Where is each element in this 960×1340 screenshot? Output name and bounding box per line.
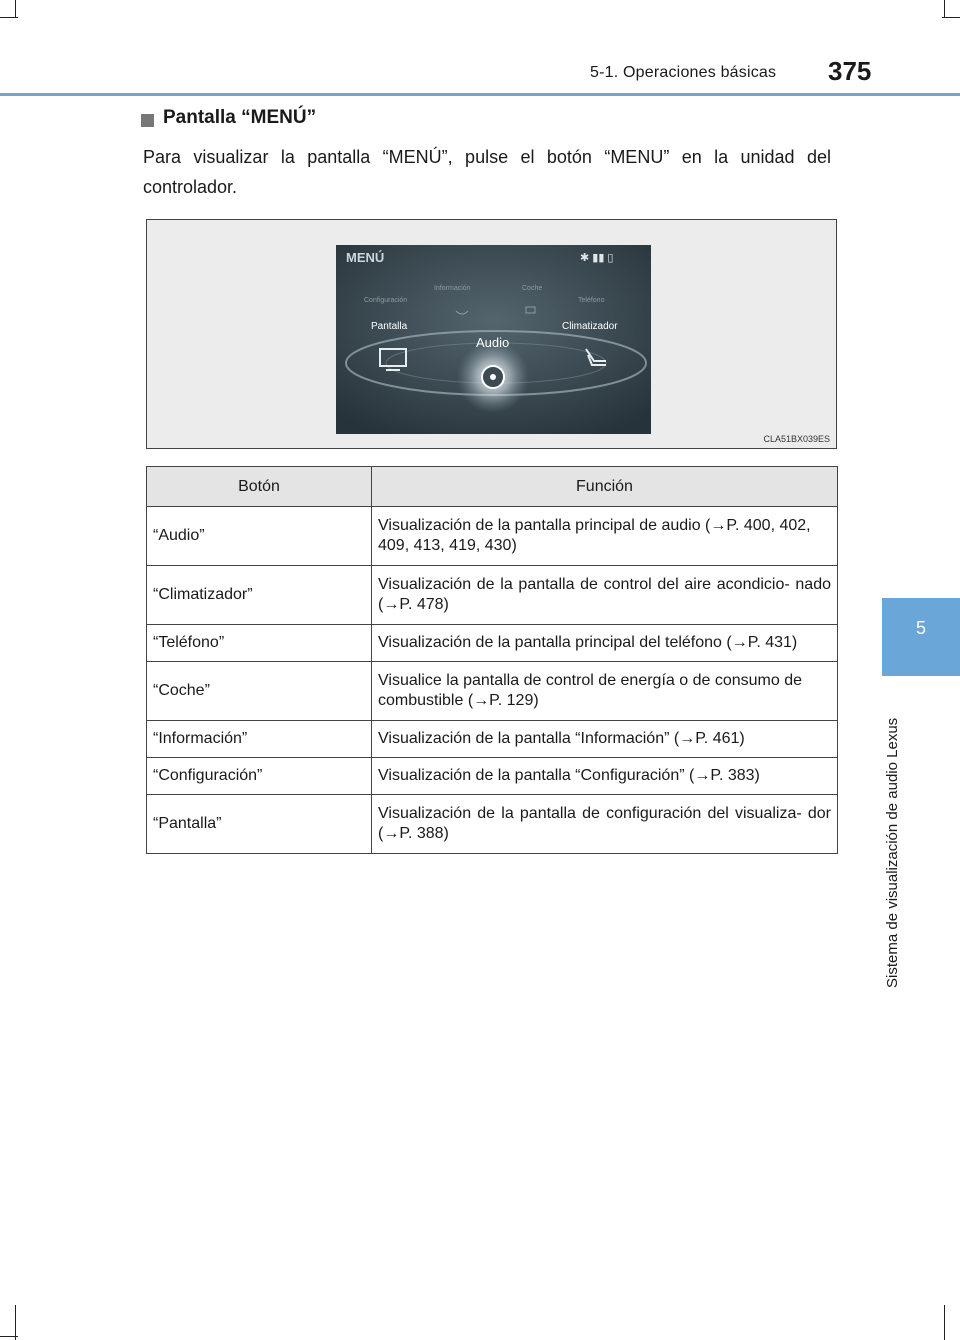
- menu-item-informacion: Información: [434, 285, 471, 292]
- crop-mark: [0, 1336, 18, 1337]
- figure-box: [146, 219, 837, 449]
- table-row: [147, 625, 838, 662]
- crop-mark: [944, 0, 945, 18]
- table-cell-function: Visualización de la pantalla de configuración del visualiza- dor (→P. 388): [372, 795, 838, 854]
- function-table: [146, 466, 838, 854]
- table-cell-function: Visualización de la pantalla principal de audio (→P. 400, 402, 409, 413, 419, 430): [372, 507, 838, 566]
- chapter-tab: [882, 598, 960, 676]
- table-row: [147, 507, 838, 566]
- menu-item-climatizador: Climatizador: [562, 321, 618, 332]
- chapter-number: 5: [915, 618, 926, 638]
- header-rule: [0, 93, 960, 96]
- figure-code: CLA51BX039ES: [763, 434, 830, 444]
- screen-title: MENÚ: [346, 250, 385, 265]
- header-section-title: 5-1. Operaciones básicas: [590, 64, 777, 81]
- table-cell-button: “Configuración”: [147, 758, 372, 795]
- page-number: 375: [828, 56, 872, 86]
- chapter-title-vertical: Sistema de visualización de audio Lexus: [884, 717, 901, 988]
- menu-item-telefono: Teléfono: [578, 297, 605, 304]
- crop-mark: [15, 0, 16, 18]
- table-cell-function: Visualice la pantalla de control de energía o de consumo de combustible (→P. 129): [372, 662, 838, 721]
- crop-mark: [0, 17, 18, 18]
- section-square-icon: [141, 114, 154, 127]
- table-header-boton: Botón: [147, 467, 372, 507]
- menu-item-pantalla: Pantalla: [371, 321, 408, 332]
- crop-mark: [15, 1305, 16, 1340]
- table-row: [147, 566, 838, 625]
- crop-mark: [944, 1305, 945, 1340]
- table-cell-button: “Pantalla”: [147, 795, 372, 854]
- table-cell-button: “Climatizador”: [147, 566, 372, 625]
- table-row: [147, 662, 838, 721]
- status-icons: ✱ ▮▮ ▯: [580, 252, 614, 264]
- table-cell-button: “Información”: [147, 721, 372, 758]
- table-header-row: [147, 467, 838, 507]
- table-row: [147, 758, 838, 795]
- menu-item-audio: Audio: [476, 335, 510, 350]
- table-cell-button: “Coche”: [147, 662, 372, 721]
- table-cell-button: “Audio”: [147, 507, 372, 566]
- table-row: [147, 795, 838, 854]
- table-cell-function: Visualización de la pantalla principal del teléfono (→P. 431): [372, 625, 838, 662]
- menu-item-configuracion: Configuración: [364, 297, 408, 304]
- menu-item-coche: Coche: [522, 285, 543, 292]
- table-row: [147, 721, 838, 758]
- table-cell-function: Visualización de la pantalla “Configuración” (→P. 383): [372, 758, 838, 795]
- table-cell-button: “Teléfono”: [147, 625, 372, 662]
- table-cell-function: Visualización de la pantalla de control del aire acondicio- nado (→P. 478): [372, 566, 838, 625]
- table-header-funcion: Función: [372, 467, 838, 507]
- menu-screen-illustration: [336, 245, 651, 434]
- table-cell-function: Visualización de la pantalla “Información” (→P. 461): [372, 721, 838, 758]
- intro-paragraph: Para visualizar la pantalla “MENÚ”, pulse el botón “MENU” en la unidad del controlador.: [143, 147, 831, 197]
- section-title: Pantalla “MENÚ”: [163, 107, 317, 128]
- crop-mark: [942, 17, 960, 18]
